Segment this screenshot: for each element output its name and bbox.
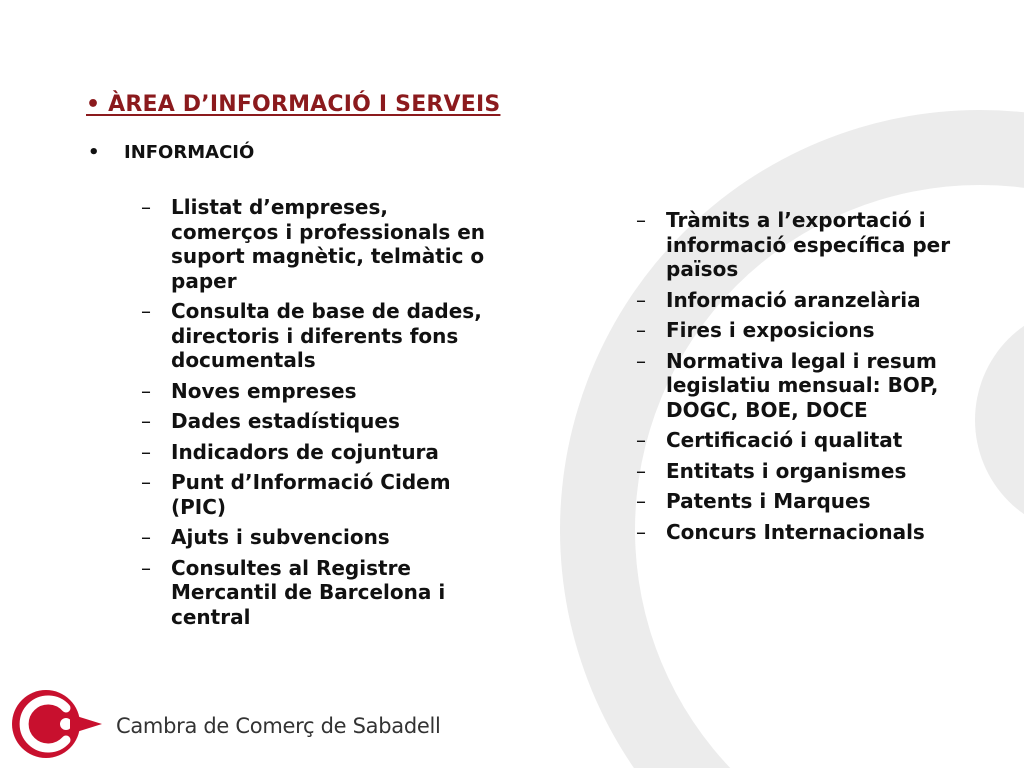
section-label: INFORMACIÓ: [124, 142, 255, 163]
list-item: – Patents i Marques: [636, 489, 871, 513]
list-item: – Concurs Internacionals: [636, 519, 925, 544]
list-item: – Consultes al Registre Mercantil de Barcelona i central: [141, 555, 446, 629]
list-item: – Noves empreses: [141, 378, 357, 403]
list-item: – Normativa legal i resum legislatiu mensual: BOP, DOGC, BOE, DOCE: [636, 348, 939, 422]
list-item: – Dades estadístiques: [141, 409, 400, 433]
list-item: – Consulta de base de dades, directoris i diferents fons documentals: [141, 299, 482, 372]
left-service-list: [141, 195, 501, 635]
list-item: – Informació aranzelària: [636, 287, 921, 312]
list-item: – Tràmits a l’exportació i informació específica per països: [636, 208, 951, 281]
list-item: – Indicadors de cojuntura: [141, 439, 439, 464]
list-item: – Punt d’Informació Cidem (PIC): [141, 470, 451, 519]
list-item: – Fires i exposicions: [636, 318, 875, 342]
organization-name: Cambra de Comerç de Sabadell: [116, 714, 441, 738]
slide-title: • ÀREA D’INFORMACIÓ I SERVEIS: [86, 92, 501, 117]
right-service-list: [636, 208, 1006, 550]
section-heading: [88, 142, 254, 163]
list-item: – Entitats i organismes: [636, 458, 907, 483]
bullet: •: [88, 142, 100, 163]
list-item: – Certificació i qualitat: [636, 428, 903, 452]
list-item: – Llistat d’empreses, comerços i professionals en suport magnètic, telmàtic o paper: [141, 195, 485, 293]
list-item: – Ajuts i subvencions: [141, 525, 390, 549]
